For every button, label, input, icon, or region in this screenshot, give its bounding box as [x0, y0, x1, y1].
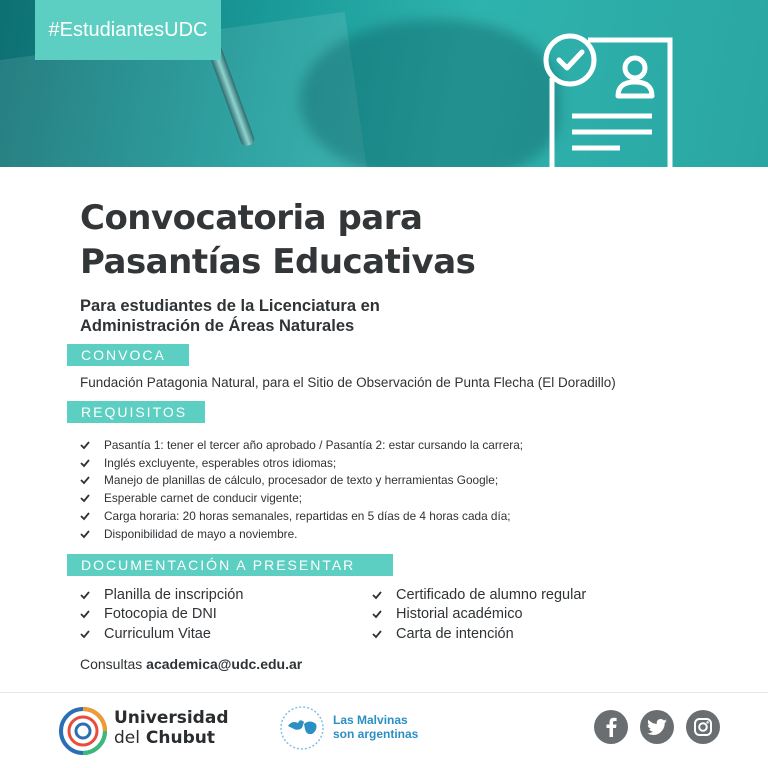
list-item [80, 436, 640, 454]
documento-text: Certificado de alumno regular [396, 586, 587, 603]
requisito-text: Esperable carnet de conducir vigente; [104, 491, 303, 506]
university-name-line-1: Universidad [114, 708, 229, 728]
list-item [372, 605, 586, 625]
check-icon [80, 511, 90, 521]
requisito-text: Carga horaria: 20 horas semanales, repartidas en 5 días de 4 horas cada día; [104, 509, 511, 524]
requisito-text: Inglés excluyente, esperables otros idiomas; [104, 455, 337, 470]
check-icon [372, 609, 382, 619]
list-item [80, 472, 640, 490]
documentacion-list-left [80, 585, 243, 644]
consultas-email-link[interactable]: academica@udc.edu.ar [146, 656, 303, 672]
documento-text: Carta de intención [396, 625, 514, 642]
facebook-icon[interactable] [594, 710, 628, 744]
university-name [114, 708, 228, 748]
consultas-label: Consultas [80, 656, 143, 672]
list-item [80, 605, 243, 625]
documento-text: Planilla de inscripción [104, 586, 244, 603]
list-item [80, 585, 243, 605]
check-icon [372, 590, 382, 600]
application-document-icon [540, 30, 680, 170]
list-item [80, 489, 640, 507]
check-icon [80, 590, 90, 600]
hashtag-badge: #EstudiantesUDC [35, 0, 221, 60]
title-line-1: Convocatoria para [80, 198, 423, 238]
subtitle-line-1: Para estudiantes de la Licenciatura en [80, 297, 380, 315]
documento-text: Fotocopia de DNI [104, 606, 217, 623]
requisito-text: Manejo de planillas de cálculo, procesador de texto y herramientas Google; [104, 473, 499, 488]
twitter-icon[interactable] [640, 710, 674, 744]
check-icon [80, 529, 90, 539]
list-item [372, 624, 586, 644]
check-icon [372, 629, 382, 639]
udc-logo-icon [58, 706, 108, 756]
check-icon [80, 629, 90, 639]
page-subtitle [80, 296, 700, 336]
section-label-convoca: CONVOCA [67, 344, 189, 366]
section-label-requisitos: REQUISITOS [67, 401, 205, 423]
list-item [80, 454, 640, 472]
malvinas-line-2: son argentinas [333, 727, 419, 741]
convoca-text: Fundación Patagonia Natural, para el Sitio de Observación de Punta Flecha (El Doradillo) [80, 375, 616, 390]
check-icon [80, 475, 90, 485]
documento-text: Curriculum Vitae [104, 625, 211, 642]
list-item [80, 624, 243, 644]
malvinas-map-icon [278, 704, 326, 752]
requisito-text: Pasantía 1: tener el tercer año aprobado / Pasantía 2: estar cursando la carrera; [104, 437, 524, 452]
requisito-text: Disponibilidad de mayo a noviembre. [104, 526, 298, 541]
documentacion-list-right [372, 585, 586, 644]
list-item [80, 525, 640, 543]
malvinas-slogan [333, 713, 418, 741]
documento-text: Historial académico [396, 606, 523, 623]
page-title [80, 196, 700, 284]
check-icon [80, 440, 90, 450]
check-icon [80, 493, 90, 503]
check-icon [80, 609, 90, 619]
subtitle-line-2: Administración de Áreas Naturales [80, 317, 355, 335]
list-item [372, 585, 586, 605]
list-item [80, 507, 640, 525]
malvinas-line-1: Las Malvinas [333, 713, 408, 727]
consultas-line [80, 656, 302, 672]
requisitos-list [80, 436, 640, 543]
instagram-icon[interactable] [686, 710, 720, 744]
check-icon [80, 458, 90, 468]
university-name-line-2: del Chubut [114, 728, 215, 748]
banner-hand-shape [300, 20, 560, 167]
title-line-2: Pasantías Educativas [80, 242, 476, 282]
section-label-documentacion: DOCUMENTACIÓN A PRESENTAR [67, 554, 393, 576]
